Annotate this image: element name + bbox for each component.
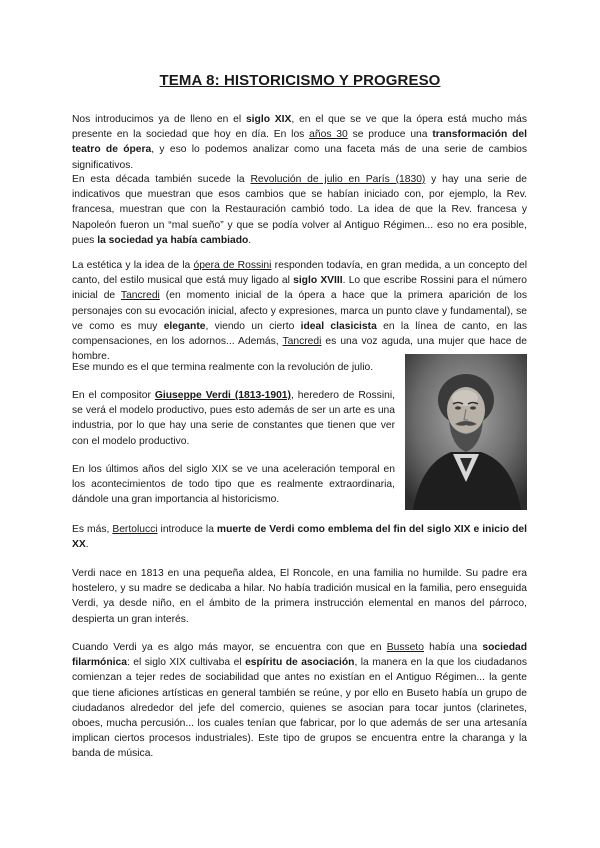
paragraph-intro: Nos introducimos ya de lleno en el siglo XIX, en el que se ve que la ópera está mucho más presente en la sociedad que hoy en día. En los años 30 se produce una transformación del teatro de ópera, y eso lo podemos analizar como una faceta más de una serie de cambios significativos.	[72, 114, 527, 171]
paragraph-bertolucci: Es más, Bertolucci introduce la muerte de Verdi como emblema del fin del siglo XIX e inicio del XX.	[72, 524, 527, 551]
paragraph-verdi-nace: Verdi nace en 1813 en una pequeña aldea, El Roncole, en una familia no humilde. Su padre era hostelero, y su madre se dedicaba a hilar. No había tradición musical en la familia, pero enseguida Verdi, ya desde niño, en el ámbito de la primera instrucción elemental en manos del párroco, despierta un gran interés.	[72, 568, 527, 625]
paragraph-rossini: La estética y la idea de la ópera de Rossini responden todavía, en gran medida, a un concepto del canto, del estilo musical que está muy ligado al siglo XVIII. Lo que escribe Rossini para el número inicial de Tancredi (en momento inicial de la ópera a hace que la primera aparición de los personajes con su evocación inicial, afecto y expresiones, marca un punto clave y fundamental), se ve como es muy elegante, viendo un cierto ideal clasicista en la línea de canto, en las compensaciones, en los adornos... Además, Tancredi es una voz aguda, una mujer que hace de hombre.	[72, 260, 528, 363]
paragraph-revolucion-julio: Ese mundo es el que termina realmente con la revolución de julio.	[72, 362, 374, 373]
portrait-image-icon	[405, 354, 527, 510]
paragraph-historicismo: En los últimos años del siglo XIX se ve una aceleración temporal en los acontecimientos de todo tipo que es realmente extraordinaria, dándole una gran importancia al historicismo.	[72, 464, 395, 506]
paragraph-verdi-intro: En el compositor Giuseppe Verdi (1813-1901), heredero de Rossini, se verá el modelo productivo, pues esto además de ser un arte es una industria, por lo que hay una serie de constantes que tienen que ver con el modelo productivo.	[72, 390, 395, 447]
paragraph-revolucion: En esta década también sucede la Revolución de julio en París (1830) y hay una serie de indicativos que muestran que esos cambios que se habían iniciado con, por ejemplo, la Rev. francesa, muestran que con la Restauración cambió todo. La idea de que la Rev. francesa y Napoleón fueron un “mal sueño” y que se podía volver al Antiguo Régimen... eso no era posible, pues la sociedad ya había cambiado.	[72, 174, 528, 246]
page-title: TEMA 8: HISTORICISMO Y PROGRESO	[159, 72, 441, 89]
verdi-portrait	[405, 354, 527, 510]
paragraph-busseto: Cuando Verdi ya es algo más mayor, se encuentra con que en Busseto había una sociedad filarmónica: el siglo XIX cultivaba el espíritu de asociación, la manera en la que los ciudadanos comienzan a tejer redes de sociabilidad que antes no existían en el Antiguo Régimen... la gente que tiene aficiones artísticas en general también se reúne, y por ello en Buseto había un grupo de ciudadanos alrededor del jefe del comercio, quienes se asocian para tocar juntos (clarinetes, oboes, mucha percusión... los cuales tenían que fabricar, por lo que además de ser una artesanía implican ciertos procesos industriales). Este tipo de grupos se encuentra entre la charanga y la banda de música.	[72, 642, 527, 760]
